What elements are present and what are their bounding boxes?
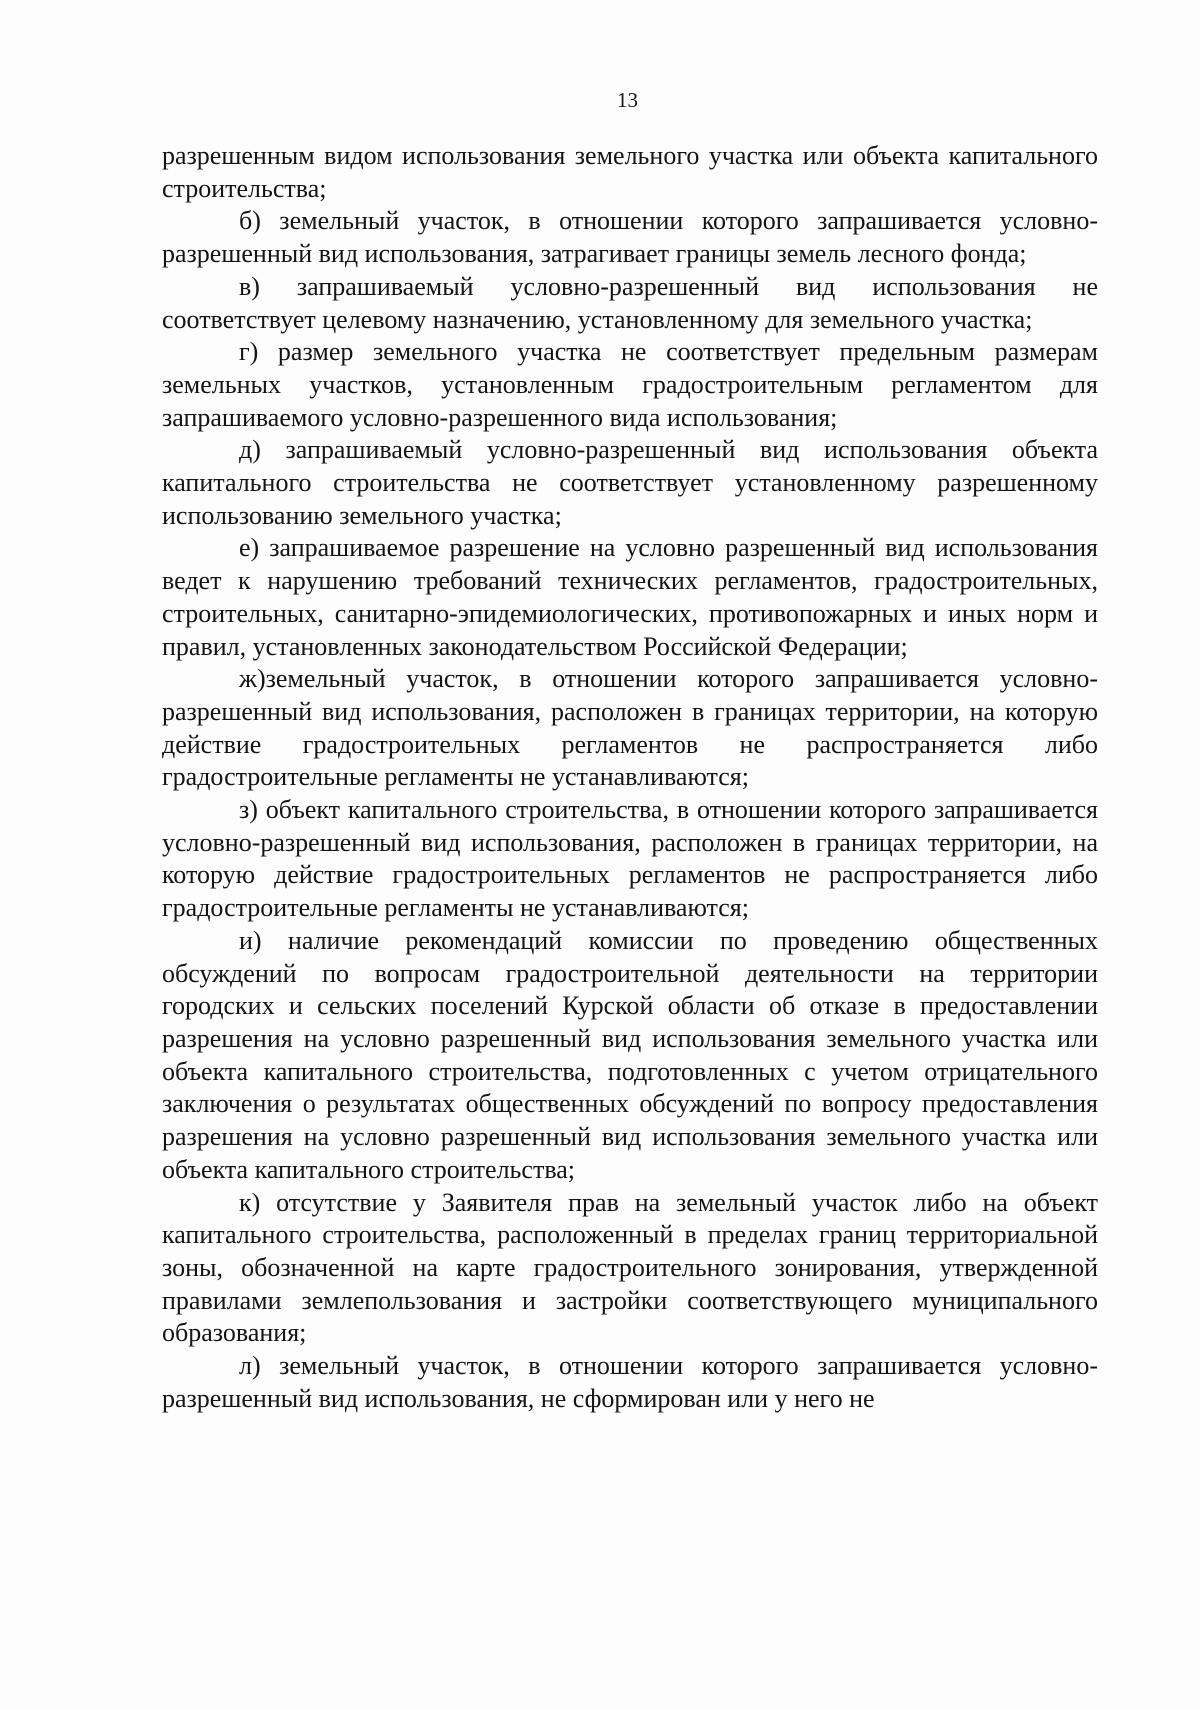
paragraph-item-z: з) объект капитального строительства, в отношении которого запрашивается условно-разрешенный вид использования, расположен в границах территории, на которую действие градостроительных регламентов не распространяется либо градостроительные регламенты не устанавливаются; — [162, 795, 1098, 923]
paragraph-item-zh: ж)земельный участок, в отношении которого запрашивается условно-разрешенный вид использования, расположен в границах территории, на которую действие градостроительных регламентов не распространяется либо градостроительные регламенты не устанавливаются; — [162, 664, 1098, 792]
paragraph-item-i: и) наличие рекомендаций комиссии по проведению общественных обсуждений по вопросам градостроительной деятельности на территории городских и сельских поселений Курской области об отказе в предоставлении разрешения на условно разрешенный вид использования земельного участка или объекта капитального строительства, подготовленных с учетом отрицательного заключения о результатах общественных обсуждений по вопросу предоставления разрешения на условно разрешенный вид использования земельного участка или объекта капитального строительства; — [162, 925, 1098, 1184]
paragraph-item-k: к) отсутствие у Заявителя прав на земельный участок либо на объект капитального строительства, расположенный в пределах границ территориальной зоны, обозначенной на карте градостроительного зонирования, утвержденной правилами землепользования и застройки соответствующего муниципального образования; — [162, 1187, 1098, 1348]
paragraph-item-v: в) запрашиваемый условно-разрешенный вид использования не соответствует целевому назначению, установленному для земельного участка; — [162, 271, 1098, 334]
paragraph-item-b: б) земельный участок, в отношении которого запрашивается условно-разрешенный вид использования, затрагивает границы земель лесного фонда; — [162, 206, 1098, 269]
paragraph-item-g: г) размер земельного участка не соответствует предельным размерам земельных участков, установленным градостроительным регламентом для запрашиваемого условно-разрешенного вида использования; — [162, 337, 1098, 432]
paragraph-item-d: д) запрашиваемый условно-разрешенный вид использования объекта капитального строительства не соответствует установленному разрешенному использованию земельного участка; — [162, 435, 1098, 530]
paragraph-continuation: разрешенным видом использования земельного участка или объекта капитального строительства; — [162, 141, 1098, 203]
paragraph-item-l: л) земельный участок, в отношении которого запрашивается условно-разрешенный вид использования, не сформирован или у него не — [162, 1351, 1098, 1413]
page-number: 13 — [617, 88, 638, 112]
document-body — [162, 140, 1098, 1415]
paragraph-item-e: е) запрашиваемое разрешение на условно разрешенный вид использования ведет к нарушению требований технических регламентов, градостроительных, строительных, санитарно-эпидемиологических, противопожарных и иных норм и правил, установленных законодательством Российской Федерации; — [162, 533, 1098, 661]
